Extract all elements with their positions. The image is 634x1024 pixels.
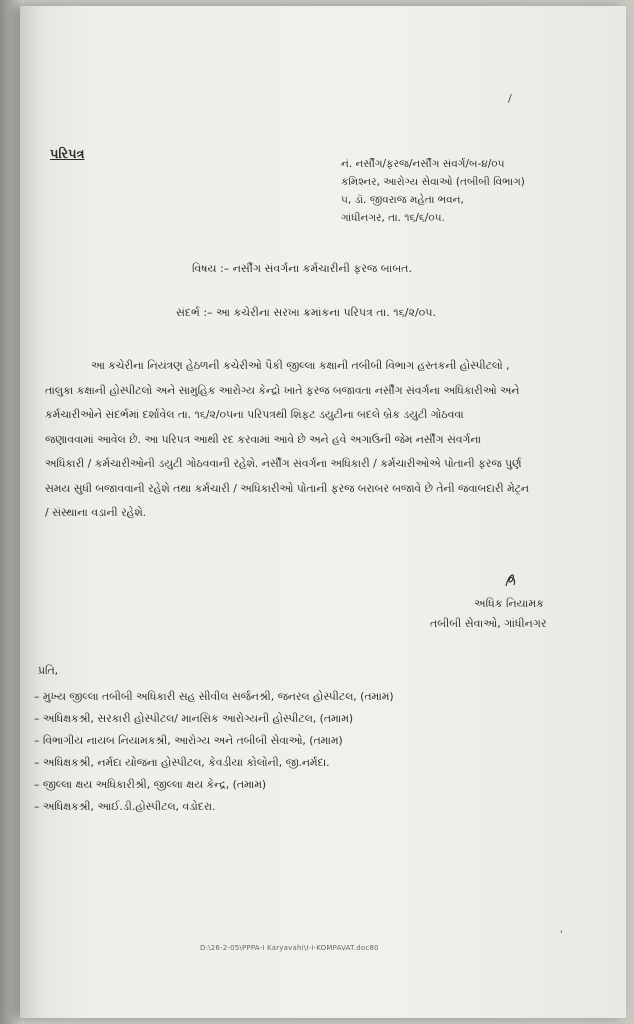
body-line: કર્મચારીઓને સંદર્ભમાં દર્શાવેલ તા. ૧૬/૨/૦૫ના પરિપત્રથી શિફટ ડયુટીના બદલે બ્રેક ડયુટી ગોઠવવા [45, 408, 464, 421]
signatory-title: અધિક નિયામક [474, 597, 544, 610]
pen-mark: ' [560, 930, 563, 940]
signature-initial-icon [503, 570, 519, 592]
body-line: આ કચેરીના નિયંત્રણ હેઠળની કચેરીઓ પૈકી જીલ્લા કક્ષાની તબીબી વિભાગ હસ્તકની હોસ્પીટલો , [91, 359, 510, 372]
distribution-item: – વિભાગીય નાયબ નિયામકશ્રી, આરોગ્ય અને તબીબી સેવાઓ, (તમામ) [34, 734, 343, 747]
pen-mark: / [508, 92, 512, 105]
office-address: ૫, ડૉ. જીવરાજ મહેતા ભવન, [341, 194, 464, 206]
body-line: તાલુકા કક્ષાની હોસ્પીટલો અને સામુહિક આરોગ્ય કેન્દ્રો ખાતે ફરજ બજાવતા નર્સીંગ સંવર્ગના અધિકારીઓ અને [45, 383, 520, 397]
distribution-item: – અધિક્ષકશ્રી, સરકારી હોસ્પીટલ/ માનસિક આરોગ્યની હોસ્પીટલ, (તમામ) [34, 712, 354, 725]
signatory-office: તબીબી સેવાઓ, ગાંધીનગર [430, 617, 547, 630]
body-line: / સંસ્થાના વડાની રહેશે. [45, 506, 147, 519]
reference-line: સંદર્ભ :– આ કચેરીના સરખા ક્રમાંકના પરિપત્ર તા. ૧૬/૨/૦૫. [176, 306, 436, 319]
body-paragraph [45, 354, 605, 526]
body-line: સમય સુધી બજાવવાની રહેશે તથા કર્મચારી / અધિકારીઓ પોતાની ફરજ બરાબર બજાવે છે તેની જવાબદારી મેટ્રન [45, 481, 529, 495]
distribution-label: પ્રતિ, [38, 664, 59, 677]
file-path-footer: D:\26-2-05\PPPA-I Karyavahi\I-I-KOMPAVAT.doc80 [200, 944, 379, 952]
reference-number: નં. નર્સીંગ/ફરજ/નર્સીંગ સંવર્ગ/બ-૪/૦૫ [341, 158, 505, 170]
distribution-item: – અધિક્ષકશ્રી, નર્મદા યોજના હોસ્પીટલ, કેવડીયા કોલોની, જી.નર્મદા. [34, 756, 330, 769]
body-line: જણાવવામાં આવેલ છે. આ પરિપત્ર આથી રદ કરવામાં આવે છે અને હવે અગાઉની જેમ નર્સીંગ સંવર્ગના [45, 432, 481, 446]
distribution-item: – મુખ્ય જીલ્લા તબીબી અધિકારી સહ સીવીલ સર્જનશ્રી, જનરલ હોસ્પીટલ, (તમામ) [34, 690, 394, 703]
place-and-date: ગાંધીનગર, તા. ૧૬/૬/૦૫. [341, 212, 445, 224]
body-line: અધિકારી / કર્મચારીઓની ડયુટી ગોઠવવાની રહેશે. નર્સીંગ સંવર્ગના અધિકારી / કર્મચારીઓએ પોતાની ફરજ પુર્ણ [45, 457, 522, 470]
document-heading: પરિપત્ર [50, 147, 85, 162]
subject-line: વિષય :– નર્સીંગ સંવર્ગના કર્મચારીની ફરજ બાબત. [192, 262, 412, 275]
distribution-item: – જીલ્લા ક્ષય અધિકારીશ્રી, જીલ્લા ક્ષય કેન્દ્ર, (તમામ) [34, 778, 267, 791]
distribution-item: – અધિક્ષકશ્રી, આઈ.ડી.હોસ્પીટલ, વડોદરા. [34, 800, 216, 813]
issuing-office: કમિશ્નર, આરોગ્ય સેવાઓ (તબીબી વિભાગ) [341, 176, 525, 188]
